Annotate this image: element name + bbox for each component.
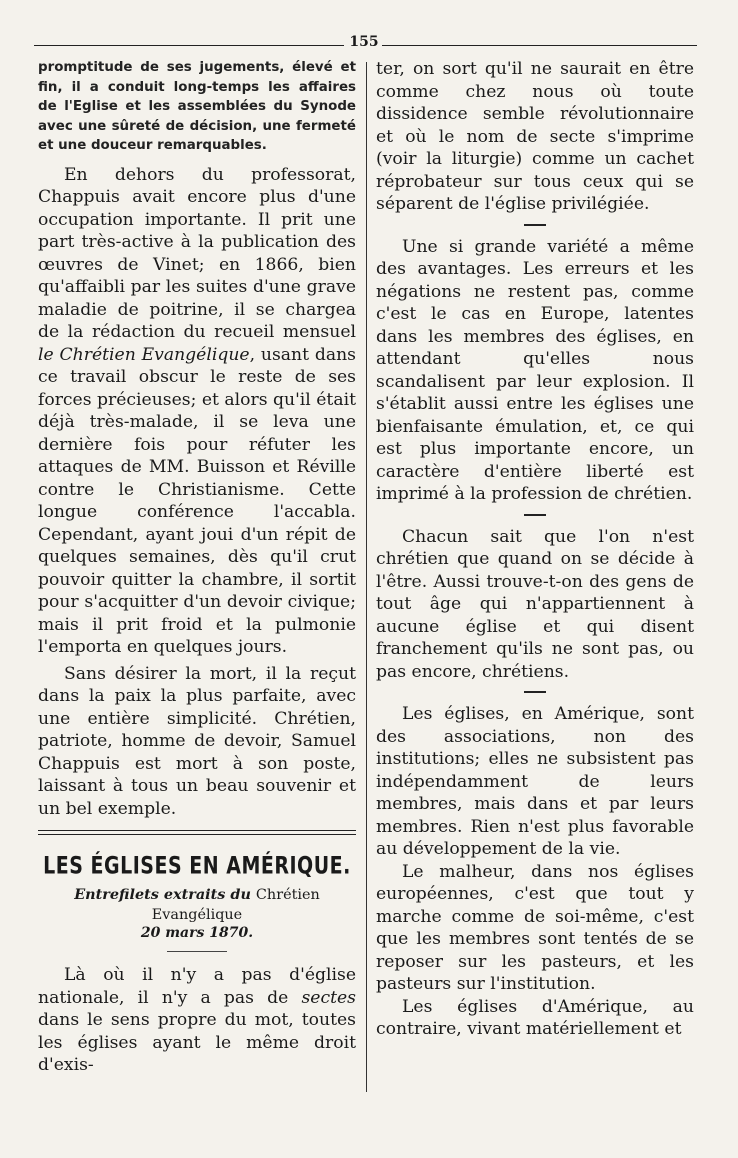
intro-line-2: fin, il a conduit long-temps les affaires: [38, 79, 356, 95]
paragraph-america: Les églises d'Amérique, au contraire, vivant matériellement et: [376, 996, 694, 1039]
page-number: 155: [349, 34, 379, 50]
intro-line-1: promptitude de ses jugements, élevé et: [38, 60, 356, 75]
paragraph-continuation: ter, on sort qu'il ne saurait en être comme chez nous où toute dissidence semble révolutionnaire et où le nom de secte s'imprime (voir la liturgie) comme un cachet réprobateur sur tous ceux qui se séparent de l'église privilégiée.: [376, 59, 694, 214]
paragraph-sects: [38, 964, 356, 1077]
intro-line-5: et une douceur remarquables.: [38, 138, 267, 154]
section-date: 20 mars 1870.: [140, 925, 254, 942]
separator-dash: [524, 514, 546, 516]
short-rule: [167, 951, 227, 952]
para-text: En dehors du professorat, Chappuis avait encore plus d'une occupation importante. Il prit une part très-active à la publication des œuvres de Vinet; en 1866, bien qu'affaibli par les suites d'une grave maladie de poitrine, il se chargea de la rédaction du recueil mensuel: [38, 164, 356, 343]
para-text: , usant dans ce travail obscur le reste de ses forces précieuses; et alors qu'il était déjà très-malade, il se leva une dernière fois pour réfuter les attaques de MM. Buisson et Réville contre le Christianisme. Cette longue conférence l'accabla. Cependant, ayant joui d'un répit de quelques semaines, dès qu'il crut pouvoir quitter la chambre, il sortit pour s'acquitter d'un devoir civique; mais il prit froid et la pulmonie l'emporta en quelques jours.: [38, 344, 356, 658]
separator-dash: [524, 691, 546, 693]
paragraph-chappuis-work: [38, 164, 356, 659]
header-rule-right: [382, 45, 697, 46]
separator-dash: [524, 224, 546, 226]
para-text: dans le sens propre du mot, toutes les églises ayant le même droit d'exis-: [38, 1010, 356, 1076]
paragraph-associations: Les églises, en Amérique, sont des associations, non des institutions; elles ne subsistent pas indépendamment de leurs membres, mais dans et par leurs membres. Rien n'est plus favorable au développement de la vie.: [376, 704, 694, 859]
header-rule-left: [34, 45, 344, 46]
journal-title: le Chrétien Evangélique: [38, 344, 250, 365]
para-text: Là où il n'y a pas d'église nationale, il n'y a pas de: [38, 965, 356, 1008]
left-column: [38, 58, 356, 1077]
paragraph-chappuis-death: Sans désirer la mort, il la reçut dans la paix la plus parfaite, avec une entière simplicité. Chrétien, patriote, homme de devoir, Samuel Chappuis est mort à son poste, laissant à tous un beau souvenir et un bel exemple.: [38, 663, 356, 819]
subtitle-italic: Entrefilets extraits du: [74, 886, 251, 904]
paragraph-christian: Chacun sait que l'on n'est chrétien que quand on se décide à l'être. Aussi trouve-t-on des gens de tout âge qui n'appartiennent à aucune église et qui disent franchement qu'ils ne sont pas, ou pas encore, chrétiens.: [376, 526, 694, 682]
intro-line-3: de l'Eglise et les assemblées du Synode: [38, 99, 356, 115]
intro-line-4: avec une sûreté de décision, une fermeté: [38, 118, 356, 134]
right-column: [376, 58, 694, 1041]
paragraph-variety: Une si grande variété a même des avantages. Les erreurs et les négations ne restent pas, comme c'est le cas en Europe, latentes dans les membres des églises, en attendant qu'elles nous scandalisent par leur explosion. Il s'établit aussi entre les églises une bienfaisante émulation, et, ce qui est plus importante encore, un caractère d'entière liberté est imprimé à la profession de chrétien.: [376, 236, 694, 504]
section-title: LES ÉGLISES EN AMÉRIQUE.: [43, 852, 351, 881]
section-subtitle: [38, 885, 356, 925]
subtitle-journal: Chrétien Evangélique: [151, 887, 320, 924]
column-divider: [366, 62, 367, 1092]
paragraph-misfortune: Le malheur, dans nos églises européennes, c'est que tout y marche comme de soi-même, c'est que les membres sont tentés de se reposer sur les pasteurs, et les pasteurs sur l'institution.: [376, 861, 694, 994]
italic-word: sectes: [301, 987, 356, 1008]
section-divider: [38, 830, 356, 835]
